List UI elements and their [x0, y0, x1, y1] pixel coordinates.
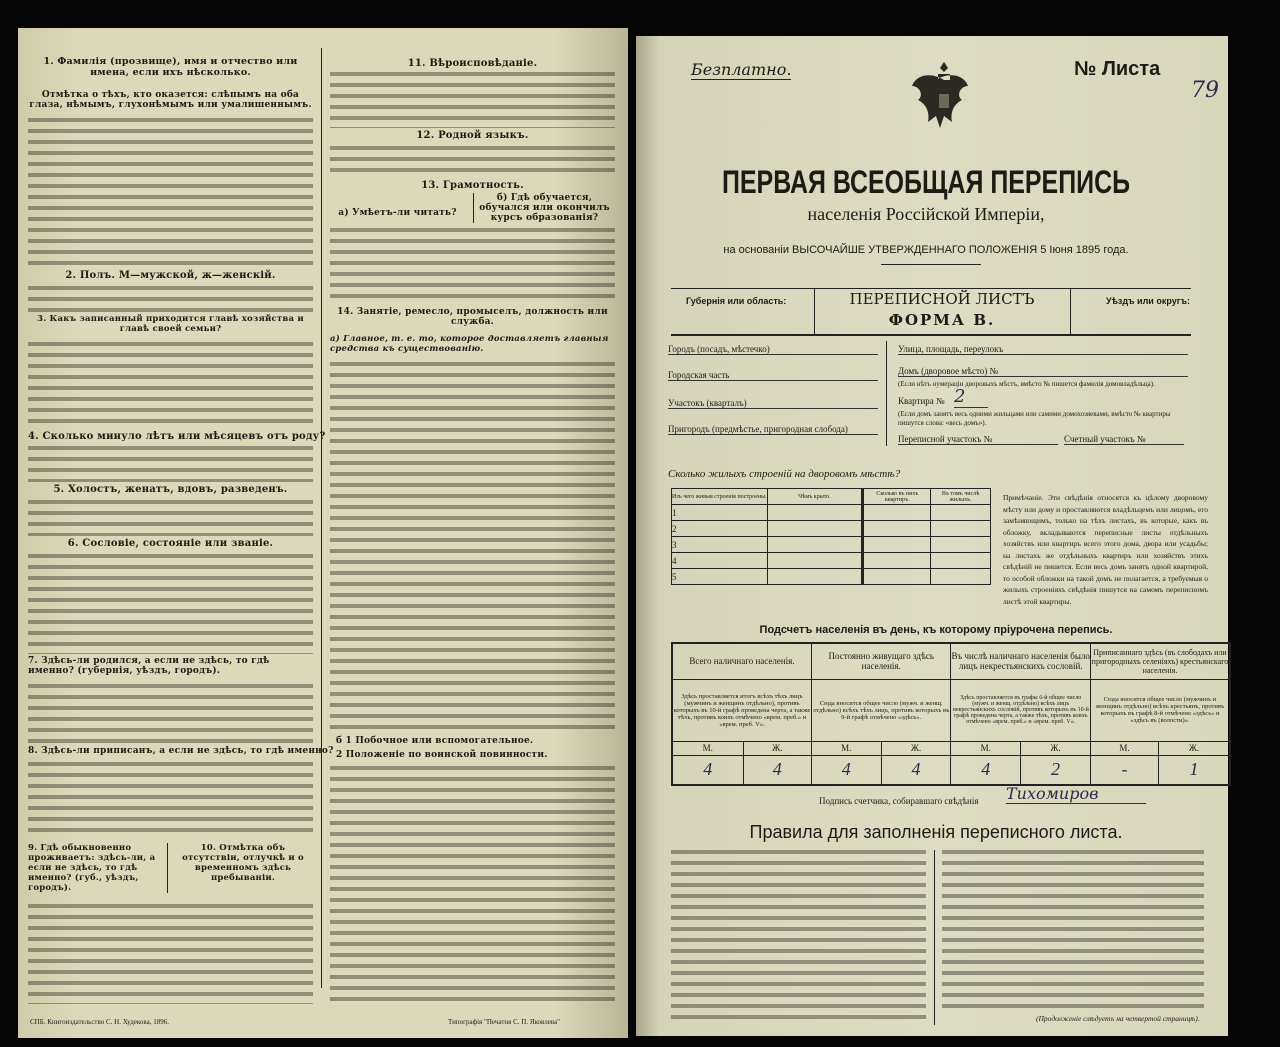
field-house[interactable]: Домъ (дворовое мѣсто) № [898, 366, 1188, 377]
section-heading: б) Гдѣ обучается, обучался или окончилъ курсъ образованія? [473, 193, 615, 223]
apartment-value[interactable]: 2 [954, 386, 988, 408]
census-form-page [636, 36, 1228, 1036]
body-text [28, 500, 313, 536]
sheet-number-label: № Листа [1074, 58, 1161, 80]
section-heading: 13. Грамотность. [421, 180, 524, 191]
sex-male: М. [811, 741, 881, 755]
field-census-district[interactable]: Переписной участокъ № [898, 434, 1058, 445]
section-heading: 8. Здѣсь-ли приписанъ, а если не здѣсь, то гдѣ именно? [28, 746, 334, 756]
field-suburb[interactable]: Пригородъ (предмѣстье, пригородная слобода) [668, 424, 878, 435]
section-heading: б 1 Побочное или вспомогательное. [336, 736, 534, 746]
imperial-eagle-emblem [908, 56, 980, 146]
body-text [28, 684, 313, 744]
section-heading: 2. Полъ. М—мужской, ж—женскій. [65, 270, 276, 281]
printer-note: СПБ. Книгоиздательство С. Н. Худекова, 1896. [30, 1018, 170, 1026]
buildings-question: Сколько жилыхъ строеній на дворовомъ мѣстѣ? [668, 468, 901, 480]
section-heading: 4. Сколько минуло лѣтъ или мѣсяцевъ отъ роду? [28, 431, 326, 442]
section-heading: Отмѣтка о тѣхъ, кто оказется: слѣпымъ на оба глаза, нѣмымъ, глухонѣмымъ или умалишеннымъ. [29, 90, 312, 110]
col-header: Приписаннаго здѣсь (въ слободахъ или пригородныхъ селеніяхъ) крестьянскаго населенія. [1090, 643, 1230, 679]
field-city-part[interactable]: Городская часть [668, 370, 878, 381]
section-heading: а) Главное, т. е. то, которое доставляетъ главныя средства къ существованію. [330, 334, 609, 354]
section-heading: 12. Родной языкъ. [416, 130, 529, 141]
count-value[interactable]: 4 [743, 755, 811, 785]
col-header: Сколько въ нихъ квартиръ. [863, 489, 931, 505]
sex-female: Ж. [1021, 741, 1091, 755]
left-page [18, 28, 628, 1038]
sex-male: М. [1090, 741, 1158, 755]
row-number: 5 [672, 569, 768, 585]
section-heading: 10. Отмѣтка объ отсутствіи, отлучкѣ и о временномъ здѣсь пребываніи. [182, 843, 304, 883]
note-text: Примѣчаніе. Эти свѣдѣнія относятся къ цѣлому дворовому мѣсту или дому и проставляются владѣльцемъ или лицомъ, его замѣняющимъ, только на тѣхъ листахъ, въ которые, какъ въ обложку, вкладываются переписные листы отдѣльныхъ хозяйствъ или квартиръ всего этого дома, двора или усадьбы; на листахъ же отдѣльныхъ квартиръ или хозяйствъ этихъ свѣдѣній не пишется. Если весь домъ занятъ одной квартирой, то особой обложки на такой домъ не полагается, а требуемыя о жилыхъ строеніяхъ свѣдѣнія пишутся на самомъ переписномъ листѣ этой квартиры. [1003, 493, 1208, 606]
enumerator-signature[interactable]: Тихомиров [1006, 784, 1146, 804]
column-divider [321, 48, 322, 988]
col-description: Здѣсь проставляется итогъ всѣхъ тѣхъ лицъ (мужчинъ и женщинъ отдѣльно), противъ которыхъ въ 10-й графѣ проведена черта, а также тѣхъ, противъ коихъ отмѣчено «врем. преб.» и «врем. преб. V». [672, 679, 811, 741]
sex-female: Ж. [743, 741, 811, 755]
row-number: 2 [672, 521, 768, 537]
field-district[interactable]: Участокъ (кварталъ) [668, 398, 878, 409]
apartment-label: Квартира № [898, 396, 945, 406]
count-value[interactable]: 1 [1159, 755, 1231, 785]
body-text [28, 904, 313, 1004]
form-title: ПЕРВАЯ ВСЕОБЩАЯ ПЕРЕПИСЬ [721, 164, 1131, 200]
col-header: Изъ чего живыя строенія построены. [672, 489, 768, 505]
row-number: 1 [672, 505, 768, 521]
col-description: Сюда вносится общее число (мужчинъ и женщинъ отдѣльно) всѣхъ крестьянъ, противъ которыхъ въ графѣ 8-й отмѣчено «здѣсь» и «здѣсь въ (волости)». [1090, 679, 1230, 741]
rules-title: Правила для заполненія переписного листа. [749, 822, 1123, 842]
section-heading: 11. Вѣроисповѣданіе. [407, 58, 538, 69]
uezd-label: Уѣздъ или округъ: [1106, 296, 1191, 306]
section-heading: 3. Какъ записанный приходится главѣ хозяйства и главѣ своей семьи? [37, 314, 304, 334]
count-value[interactable]: 4 [881, 755, 951, 785]
section-heading: 9. Гдѣ обыкновенно проживаетъ: здѣсь-ли, а если не здѣсь, то гдѣ именно? (губ., уѣздъ, городъ). [28, 843, 168, 893]
buildings-table [671, 488, 991, 585]
gubernia-label: Губернія или область: [686, 296, 787, 306]
count-title: Подсчетъ населенія въ день, къ которому пріурочена перепись. [759, 624, 1113, 636]
divider [886, 341, 887, 446]
continuation-note: (Продолженіе слѣдуетъ на четвертой страницѣ). [1036, 1014, 1200, 1023]
section-heading: 14. Занятіе, ремесло, промыселъ, должность или служба. [337, 307, 608, 327]
form-type: ФОРМА В. [888, 311, 996, 329]
field-city[interactable]: Городъ (посадъ, мѣстечко) [668, 344, 878, 355]
divider [881, 264, 981, 265]
rules-text-column [671, 850, 926, 1025]
body-text [28, 446, 313, 482]
section-heading: 2 Положеніе по воинской повинности. [336, 750, 548, 760]
count-value[interactable]: 4 [951, 755, 1021, 785]
body-text [28, 118, 313, 268]
population-count-table [671, 642, 1231, 786]
body-text [28, 554, 313, 654]
sex-male: М. [672, 741, 743, 755]
sheet-type: ПЕРЕПИСНОЙ ЛИСТЪ [849, 290, 1035, 308]
body-text [330, 146, 615, 178]
body-text [330, 72, 615, 128]
count-value[interactable]: - [1090, 755, 1158, 785]
sheet-number-handwritten: 79 [1191, 78, 1219, 103]
house-note: (Если нѣтъ нумераціи дворовыхъ мѣстъ, вмѣсто № пишется фамилія домовладѣльца). [898, 380, 1155, 388]
divider [671, 288, 1191, 289]
sex-female: Ж. [1159, 741, 1231, 755]
free-label: Безплатно. [691, 60, 792, 79]
row-number: 4 [672, 553, 768, 569]
rules-text-column [942, 850, 1204, 1010]
divider [671, 334, 1191, 336]
divider [1070, 288, 1071, 334]
field-street[interactable]: Улица, площадь, переулокъ [898, 344, 1188, 355]
count-value[interactable]: 4 [811, 755, 881, 785]
section-heading: 1. Фамилія (прозвище), имя и отчество или имена, если ихъ нѣсколько. [43, 56, 298, 78]
body-text [330, 362, 615, 730]
body-text [28, 762, 313, 838]
body-text [330, 766, 615, 1006]
sex-female: Ж. [881, 741, 951, 755]
section-heading: 6. Сословіе, состояніе или званіе. [67, 538, 274, 549]
field-count-district[interactable]: Счетный участокъ № [1064, 434, 1184, 445]
col-description: Здѣсь проставляется въ графы 6-й общее число (мужч. и женщ. отдѣльно) всѣхъ лицъ некрестьянскихъ сословій, противъ которыхъ въ 10-й графѣ проведена черта, а также тѣхъ, противъ коихъ отмѣчено «врем. преб.» и «врем. преб. V». [951, 679, 1090, 741]
body-text [28, 342, 313, 428]
section-heading: а) Умѣетъ-ли читать? [338, 208, 457, 218]
signature-label: Подпись счетчика, собиравшаго свѣдѣнія [819, 796, 979, 806]
col-description: Сюда вносится общее число (мужч. и женщ. отдѣльно) всѣхъ тѣхъ лицъ, противъ которыхъ въ 9-й графѣ отмѣчено «здѣсь». [811, 679, 950, 741]
col-header: Постоянно живущаго здѣсь населенія. [811, 643, 950, 679]
divider [934, 850, 935, 1025]
form-subtitle: населенія Россійской Имперіи, [807, 204, 1045, 224]
apartment-note: (Если домъ занятъ весь одними жильцами или самими домохозяевами, вмѣсто № квартиры пишутся слова: «весь домъ»). [898, 410, 1171, 427]
col-header: Въ томъ числѣ жилыхъ. [931, 489, 991, 505]
body-text [330, 228, 615, 303]
section-heading: 7. Здѣсь-ли родился, а если не здѣсь, то гдѣ именно? (губернія, уѣздъ, городъ). [28, 656, 270, 676]
col-header: Въ числѣ наличнаго населенія было лицъ некрестьянскихъ сословій. [951, 643, 1090, 679]
section-heading: 5. Холостъ, женатъ, вдовъ, разведенъ. [53, 484, 288, 495]
count-value[interactable]: 4 [672, 755, 743, 785]
row-number: 3 [672, 537, 768, 553]
count-value[interactable]: 2 [1021, 755, 1091, 785]
printer-note: Типографія "Печатня С. П. Яковлева" [448, 1018, 561, 1026]
col-header: Чѣмъ крыто. [767, 489, 863, 505]
sex-male: М. [951, 741, 1021, 755]
col-header: Всего наличнаго населенія. [672, 643, 811, 679]
form-basis: на основаніи ВЫСОЧАЙШЕ УТВЕРЖДЕННАГО ПОЛОЖЕНІЯ 5 Іюня 1895 года. [723, 244, 1129, 256]
body-text [28, 286, 313, 312]
